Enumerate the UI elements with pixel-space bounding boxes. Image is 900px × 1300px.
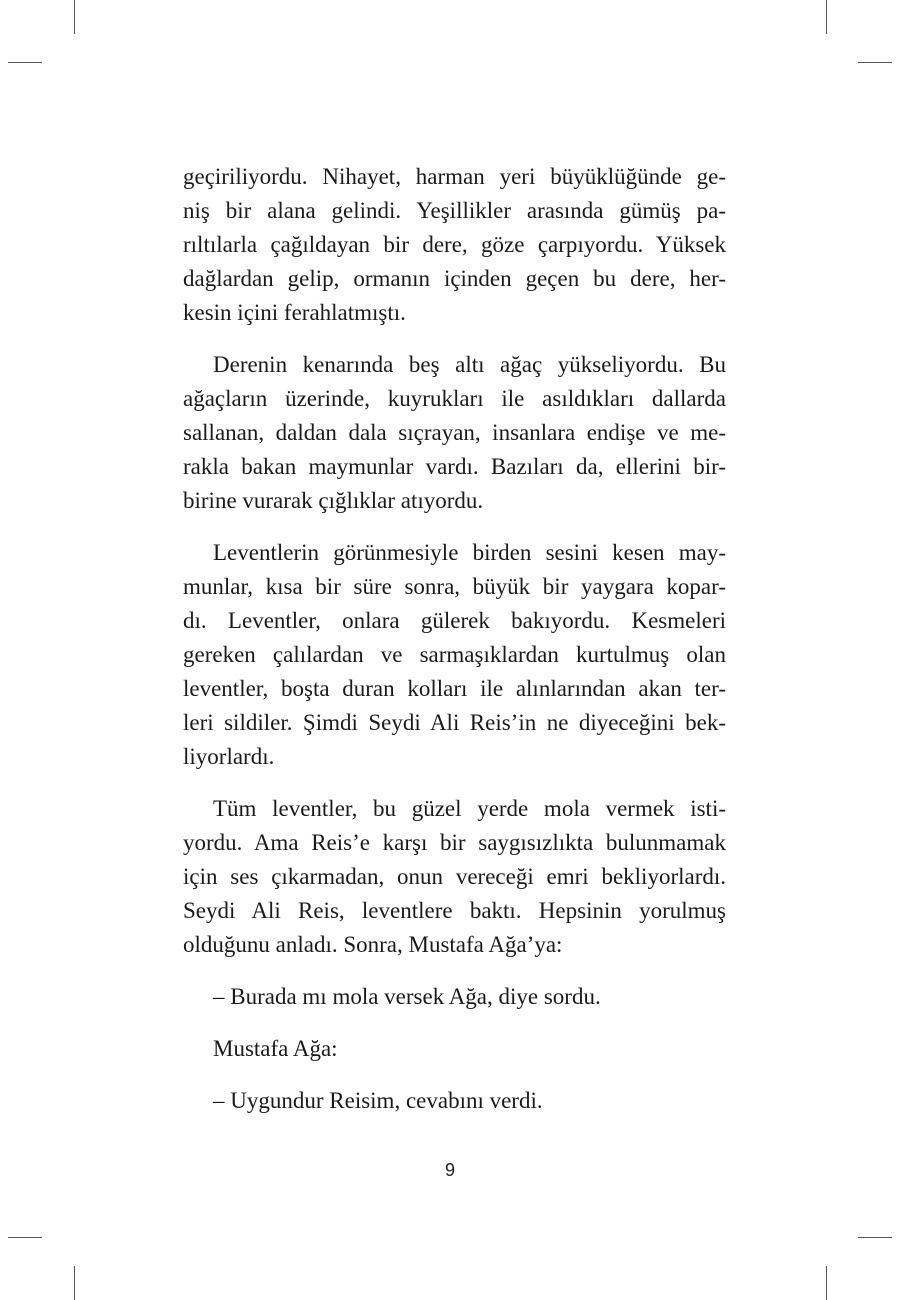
text-line: kesin içini ferahlatmıştı. [183,300,406,325]
body-text [183,160,726,1118]
text-line: yordu. Ama Reis’e karşı bir saygısızlıkta bulunmamak [183,830,726,855]
text-line: Derenin kenarında beş altı ağaç yükseliyordu. Bu [213,352,726,377]
paragraph [183,536,726,774]
crop-mark-right-top [858,62,892,63]
text-line: dı. Leventler, onlara gülerek bakıyordu. Kesmeleri [183,608,726,633]
speaker-line [183,1032,726,1066]
crop-mark-top-right [826,0,827,34]
crop-mark-left-top [8,62,42,63]
dialogue-line [183,1084,726,1118]
text-line: sallanan, daldan dala sıçrayan, insanlara endişe ve me- [183,420,726,445]
text-line: geçiriliyordu. Nihayet, harman yeri büyüklüğünde ge- [183,164,726,189]
text-line: rakla bakan maymunlar vardı. Bazıları da, ellerini bir- [183,454,726,479]
text-line: liyorlardı. [183,744,275,769]
crop-mark-top-left [74,0,75,34]
paragraph [183,792,726,962]
crop-mark-bottom-right [826,1266,827,1300]
paragraph [183,160,726,330]
text-line: – Burada mı mola versek Ağa, diye sordu. [213,984,601,1009]
text-line: leventler, boşta duran kolları ile alınlarından akan ter- [183,676,726,701]
text-line: gereken çalılardan ve sarmaşıklardan kurtulmuş olan [183,642,726,667]
page-number: 9 [444,1160,455,1180]
text-line: niş bir alana gelindi. Yeşillikler arasında gümüş pa- [183,198,726,223]
text-line: Mustafa Ağa: [213,1036,338,1061]
text-line: munlar, kısa bir süre sonra, büyük bir yaygara kopar- [183,574,726,599]
text-line: Seydi Ali Reis, leventlere baktı. Hepsinin yorulmuş [183,898,726,923]
crop-mark-right-bottom [858,1237,892,1238]
text-line: birine vurarak çığlıklar atıyordu. [183,488,484,513]
text-line: olduğunu anladı. Sonra, Mustafa Ağa’ya: [183,932,563,957]
text-line: dağlardan gelip, ormanın içinden geçen bu dere, her- [183,266,726,291]
text-line: – Uygundur Reisim, cevabını verdi. [213,1088,543,1113]
text-line: Leventlerin görünmesiyle birden sesini kesen may- [213,540,726,565]
paragraph [183,348,726,518]
text-line: leri sildiler. Şimdi Seydi Ali Reis’in ne diyeceğini bek- [183,710,726,735]
text-line: rıltılarla çağıldayan bir dere, göze çarpıyordu. Yüksek [183,232,726,257]
text-line: Tüm leventler, bu güzel yerde mola vermek isti- [213,796,726,821]
crop-mark-left-bottom [8,1237,42,1238]
crop-mark-bottom-left [74,1266,75,1300]
dialogue-line [183,980,726,1014]
text-line: için ses çıkarmadan, onun vereceği emri bekliyorlardı. [183,864,726,889]
text-line: ağaçların üzerinde, kuyrukları ile asıldıkları dallarda [183,386,726,411]
